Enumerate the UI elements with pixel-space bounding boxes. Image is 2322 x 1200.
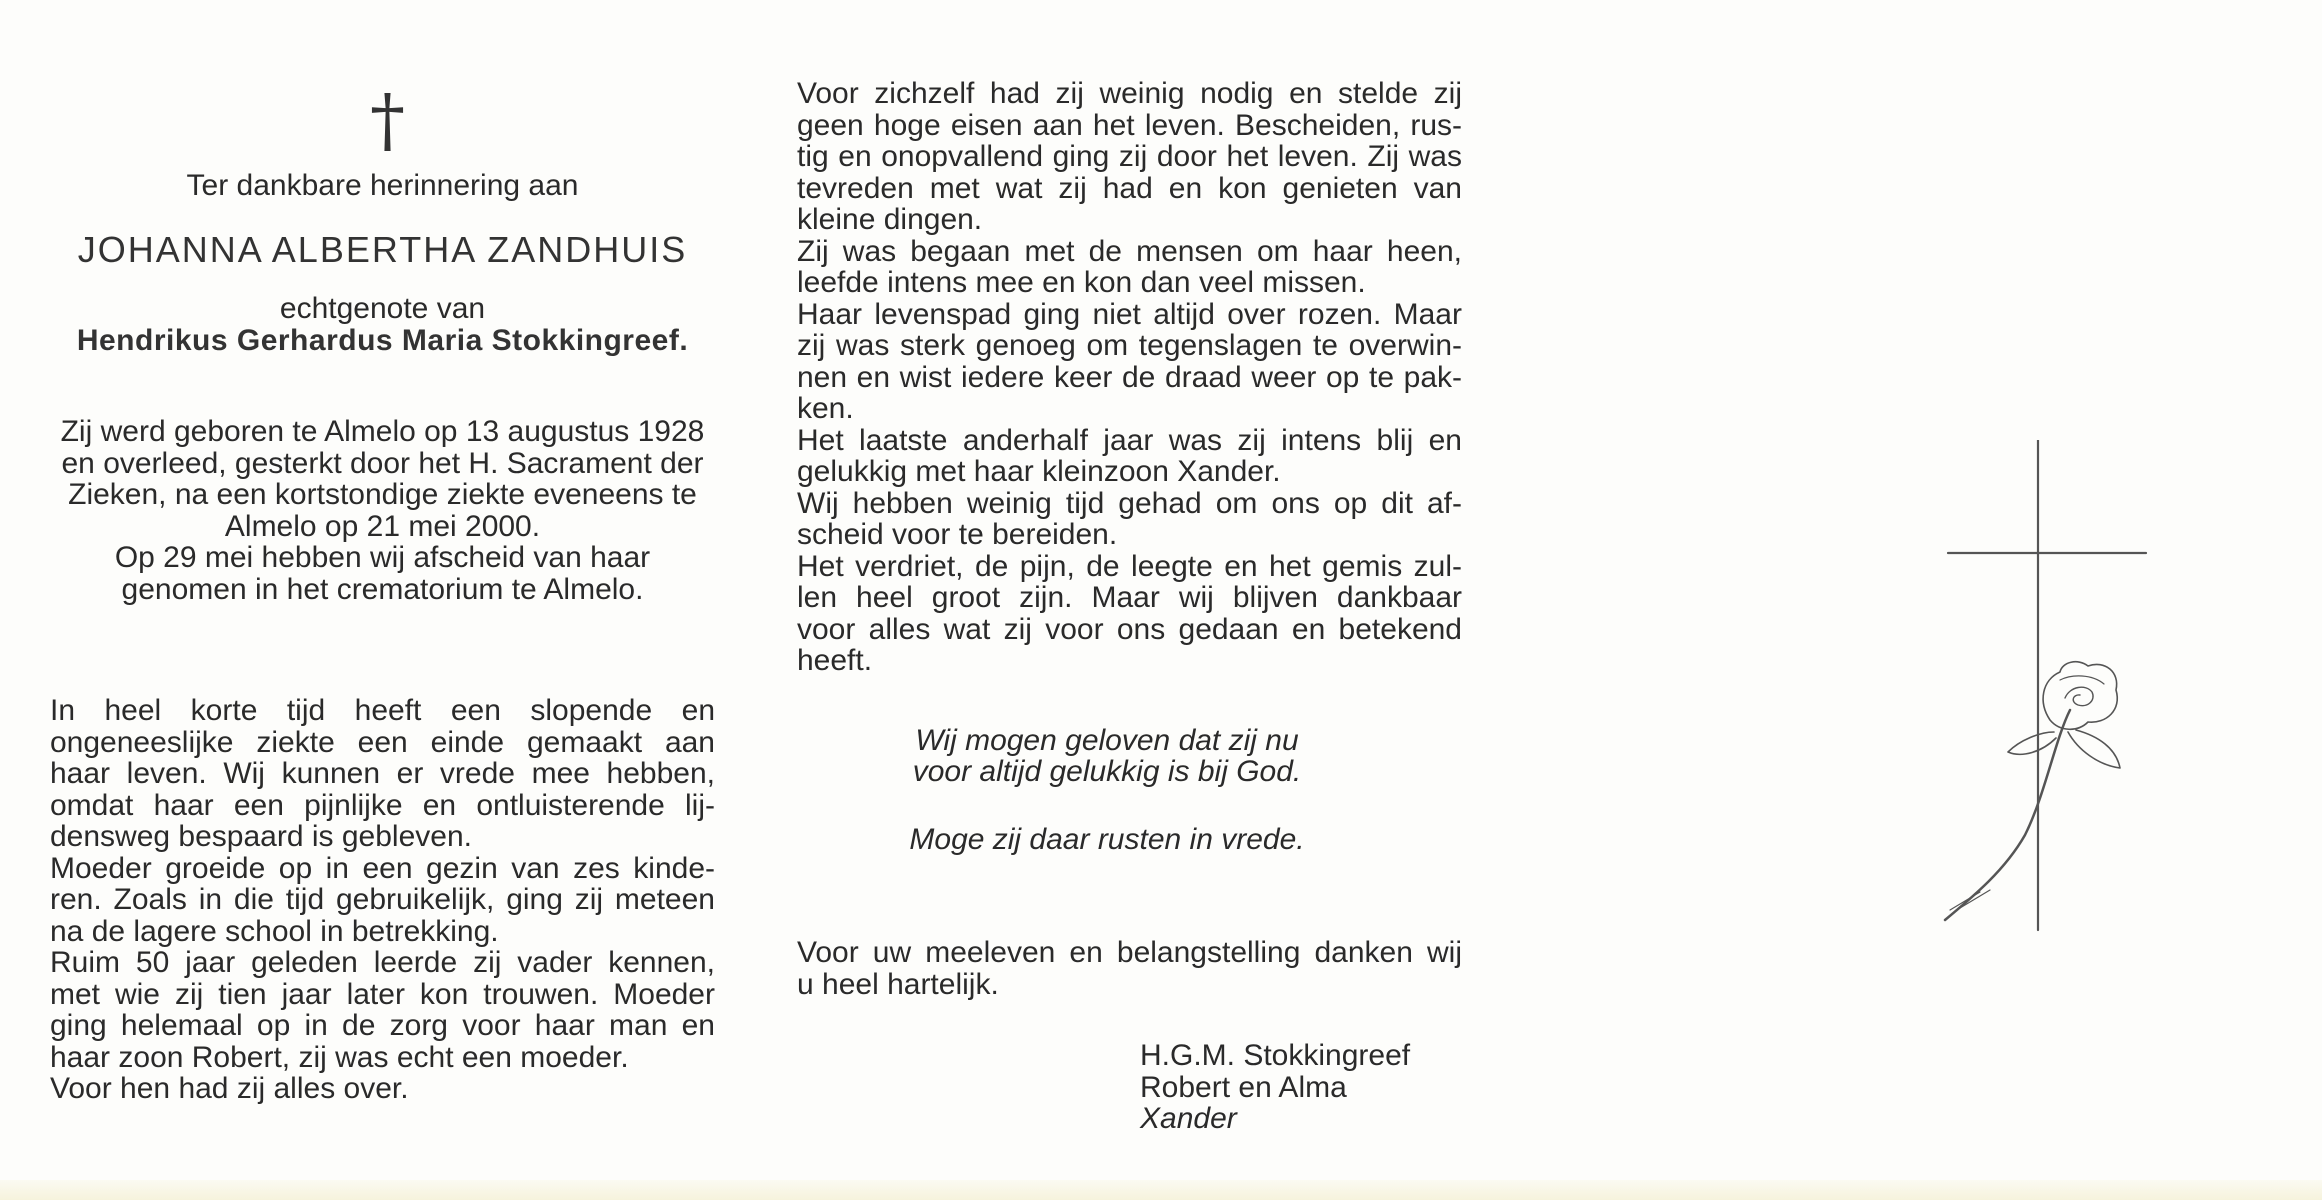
story-line: densweg bespaard is gebleven. <box>50 820 472 853</box>
story-line: Ruim 50 jaar geleden leerde zij vader kennen, <box>50 946 715 979</box>
cross-with-rose-icon <box>1920 440 2150 950</box>
spouse-name: Hendrikus Gerhardus Maria Stokkingreef. <box>76 323 689 357</box>
story-line: kleine dingen. <box>797 203 983 236</box>
right-column <box>797 78 1462 1135</box>
story-line: tig en onopvallend ging zij door het leven. Zij was <box>797 140 1462 173</box>
story-line: omdat haar een pijnlijke en ontluisterende lij- <box>50 788 715 822</box>
story-line: Wij hebben weinig tijd gehad om ons op dit af- <box>797 486 1462 520</box>
story-line: haar leven. Wij kunnen er vrede mee hebben, <box>50 757 715 790</box>
verse <box>797 725 1462 856</box>
thanks-line: u heel hartelijk. <box>797 967 999 1001</box>
birth-line: Zij werd geboren te Almelo op 13 augustus 1928 <box>60 415 705 448</box>
story-line: haar zoon Robert, zij was echt een moeder. <box>50 1040 629 1074</box>
signature-line: Robert en Alma <box>1140 1070 1347 1104</box>
story-line: voor alles wat zij voor ons gedaan en betekend <box>797 612 1462 646</box>
story-line: nen en wist iedere keer de draad weer op te pak- <box>797 360 1462 394</box>
birth-line: genomen in het crematorium te Almelo. <box>121 572 644 606</box>
story-line: Haar levenspad ging niet altijd over rozen. Maar <box>797 297 1462 331</box>
birth-line: Op 29 mei hebben wij afscheid van haar <box>114 541 651 574</box>
cross-icon: † <box>370 79 405 161</box>
birth-line: Almelo op 21 mei 2000. <box>224 509 541 543</box>
signature-line: H.G.M. Stokkingreef <box>1140 1039 1411 1072</box>
story-line: na de lagere school in betrekking. <box>50 914 499 948</box>
verse-line: Wij mogen geloven dat zij nu <box>915 723 1299 757</box>
story-line: Moeder groeide op in een gezin van zes kinde- <box>50 851 715 885</box>
story-line: len heel groot zijn. Maar wij blijven dankbaar <box>797 581 1462 614</box>
story-line: Zij was begaan met de mensen om haar heen, <box>797 234 1462 268</box>
story-line: ongeneeslijke ziekte een einde gemaakt aan <box>50 725 715 759</box>
verse-line: voor altijd gelukkig is bij God. <box>912 755 1302 788</box>
story-line: heeft. <box>797 644 873 677</box>
story-line: Het verdriet, de pijn, de leegte en het gemis zul- <box>797 549 1462 583</box>
birth-line: Zieken, na een kortstondige ziekte eveneens te <box>68 478 697 511</box>
story-line: leefde intens mee en kon dan veel missen. <box>797 266 1366 299</box>
story-line: Voor zichzelf had zij weinig nodig en stelde zij <box>797 77 1462 110</box>
verse-closing: Moge zij daar rusten in vrede. <box>909 822 1305 856</box>
intro-text: Ter dankbare herinnering aan <box>186 169 579 202</box>
signature-line: Xander <box>1140 1102 1237 1135</box>
story-line: In heel korte tijd heeft een slopende en <box>50 694 715 727</box>
thanks-line: Voor uw meeleven en belangstelling danken wij <box>797 936 1462 969</box>
deceased-name: JOHANNA ALBERTHA ZANDHUIS <box>77 228 688 270</box>
signature-block <box>1140 1040 1462 1135</box>
story-line: zij was sterk genoeg om tegenslagen te overwin- <box>797 329 1462 362</box>
story-line: geen hoge eisen aan het leven. Bescheiden, rus- <box>797 108 1462 142</box>
story-line: tevreden met wat zij had en kon genieten van <box>797 171 1462 205</box>
story-left <box>50 695 715 1105</box>
spouse-label: echtgenote van <box>279 292 486 325</box>
story-line: ren. Zoals in die tijd gebruikelijk, ging zij meteen <box>50 883 715 916</box>
story-right <box>797 78 1462 677</box>
story-line: ken. <box>797 392 854 425</box>
story-line: Het laatste anderhalf jaar was zij intens blij en <box>797 423 1462 457</box>
story-line: Voor hen had zij alles over. <box>50 1072 409 1105</box>
story-line: met wie zij tien jaar later kon trouwen. Moeder <box>50 977 715 1011</box>
story-line: gelukkig met haar kleinzoon Xander. <box>797 455 1281 488</box>
birth-death-paragraph <box>50 416 715 605</box>
birth-line: en overleed, gesterkt door het H. Sacrament der <box>61 446 704 480</box>
paper-edge <box>0 1180 2322 1200</box>
left-column <box>50 79 715 1105</box>
story-line: scheid voor te bereiden. <box>797 518 1118 551</box>
thanks-paragraph <box>797 937 1462 1000</box>
story-line: ging helemaal op in de zorg voor haar man en <box>50 1009 715 1042</box>
